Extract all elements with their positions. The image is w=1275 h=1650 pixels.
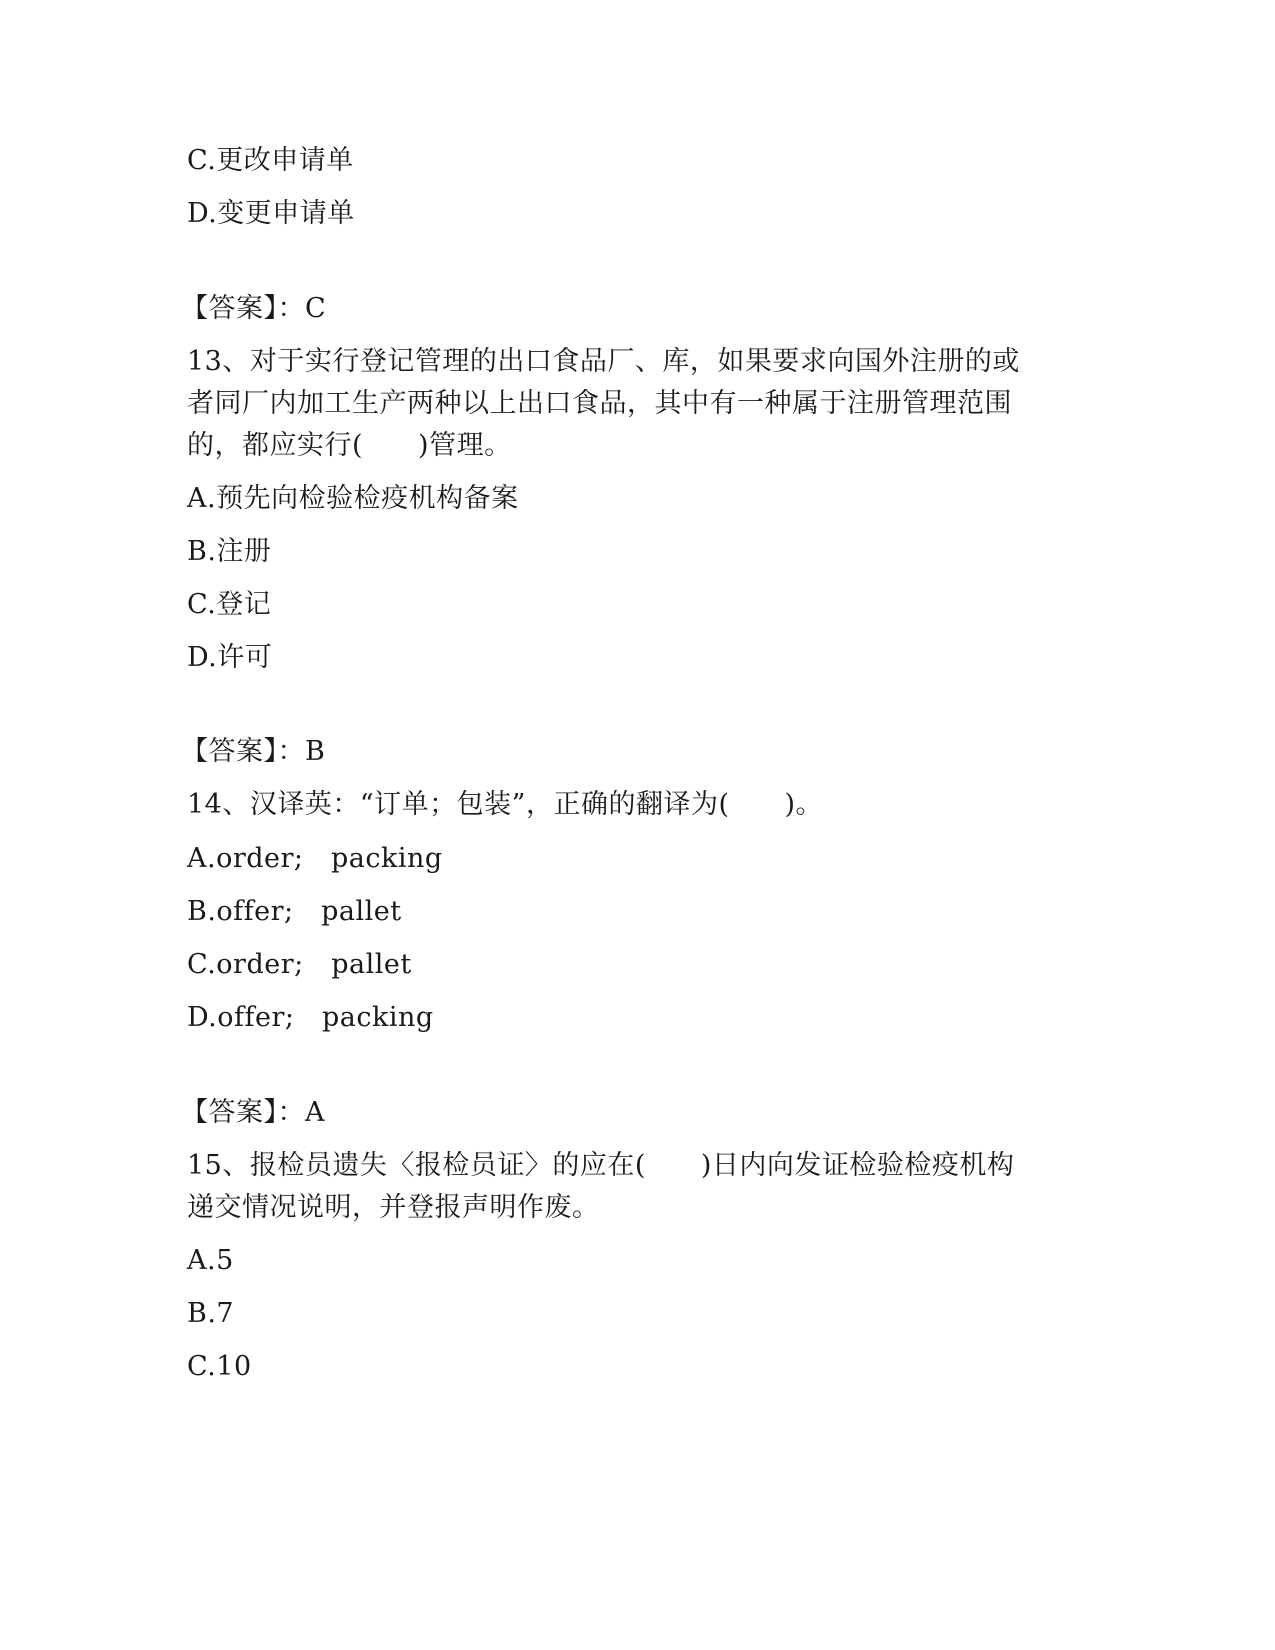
q13-option-c: C.登记 xyxy=(187,589,272,620)
q13-option-d: D.许可 xyxy=(187,642,273,673)
q15-option-c: C.10 xyxy=(187,1351,252,1382)
q14-answer: 【答案】：A xyxy=(181,1097,325,1128)
q15-option-b: B.7 xyxy=(187,1298,235,1329)
q13-option-a: A.预先向检验检疫机构备案 xyxy=(187,483,519,514)
q14-option-b: B.offer; pallet xyxy=(187,896,402,927)
q15-stem-line-2: 递交情况说明，并登报声明作废。 xyxy=(187,1192,600,1223)
q13-stem-line-2: 者同厂内加工生产两种以上出口食品，其中有一种属于注册管理范围 xyxy=(187,388,1012,419)
q13-stem-line-1: 13、对于实行登记管理的出口食品厂、库，如果要求向国外注册的或 xyxy=(187,346,1020,377)
q12-option-d: D.变更申请单 xyxy=(187,198,355,229)
q14-stem-line-1: 14、汉译英：“订单；包装”，正确的翻译为( )。 xyxy=(187,789,824,820)
q14-option-c: C.order; pallet xyxy=(187,949,412,980)
q13-stem-line-3: 的，都应实行( )管理。 xyxy=(187,430,512,461)
q13-answer: 【答案】：B xyxy=(181,736,326,767)
q12-answer: 【答案】：C xyxy=(181,293,327,324)
q15-option-a: A.5 xyxy=(187,1245,234,1276)
q12-option-c: C.更改申请单 xyxy=(187,145,354,176)
q14-option-a: A.order; packing xyxy=(187,843,443,874)
q14-option-d: D.offer; packing xyxy=(187,1002,434,1033)
q13-option-b: B.注册 xyxy=(187,536,272,567)
q15-stem-line-1: 15、报检员遗失〈报检员证〉的应在( )日内向发证检验检疫机构 xyxy=(187,1150,1015,1181)
